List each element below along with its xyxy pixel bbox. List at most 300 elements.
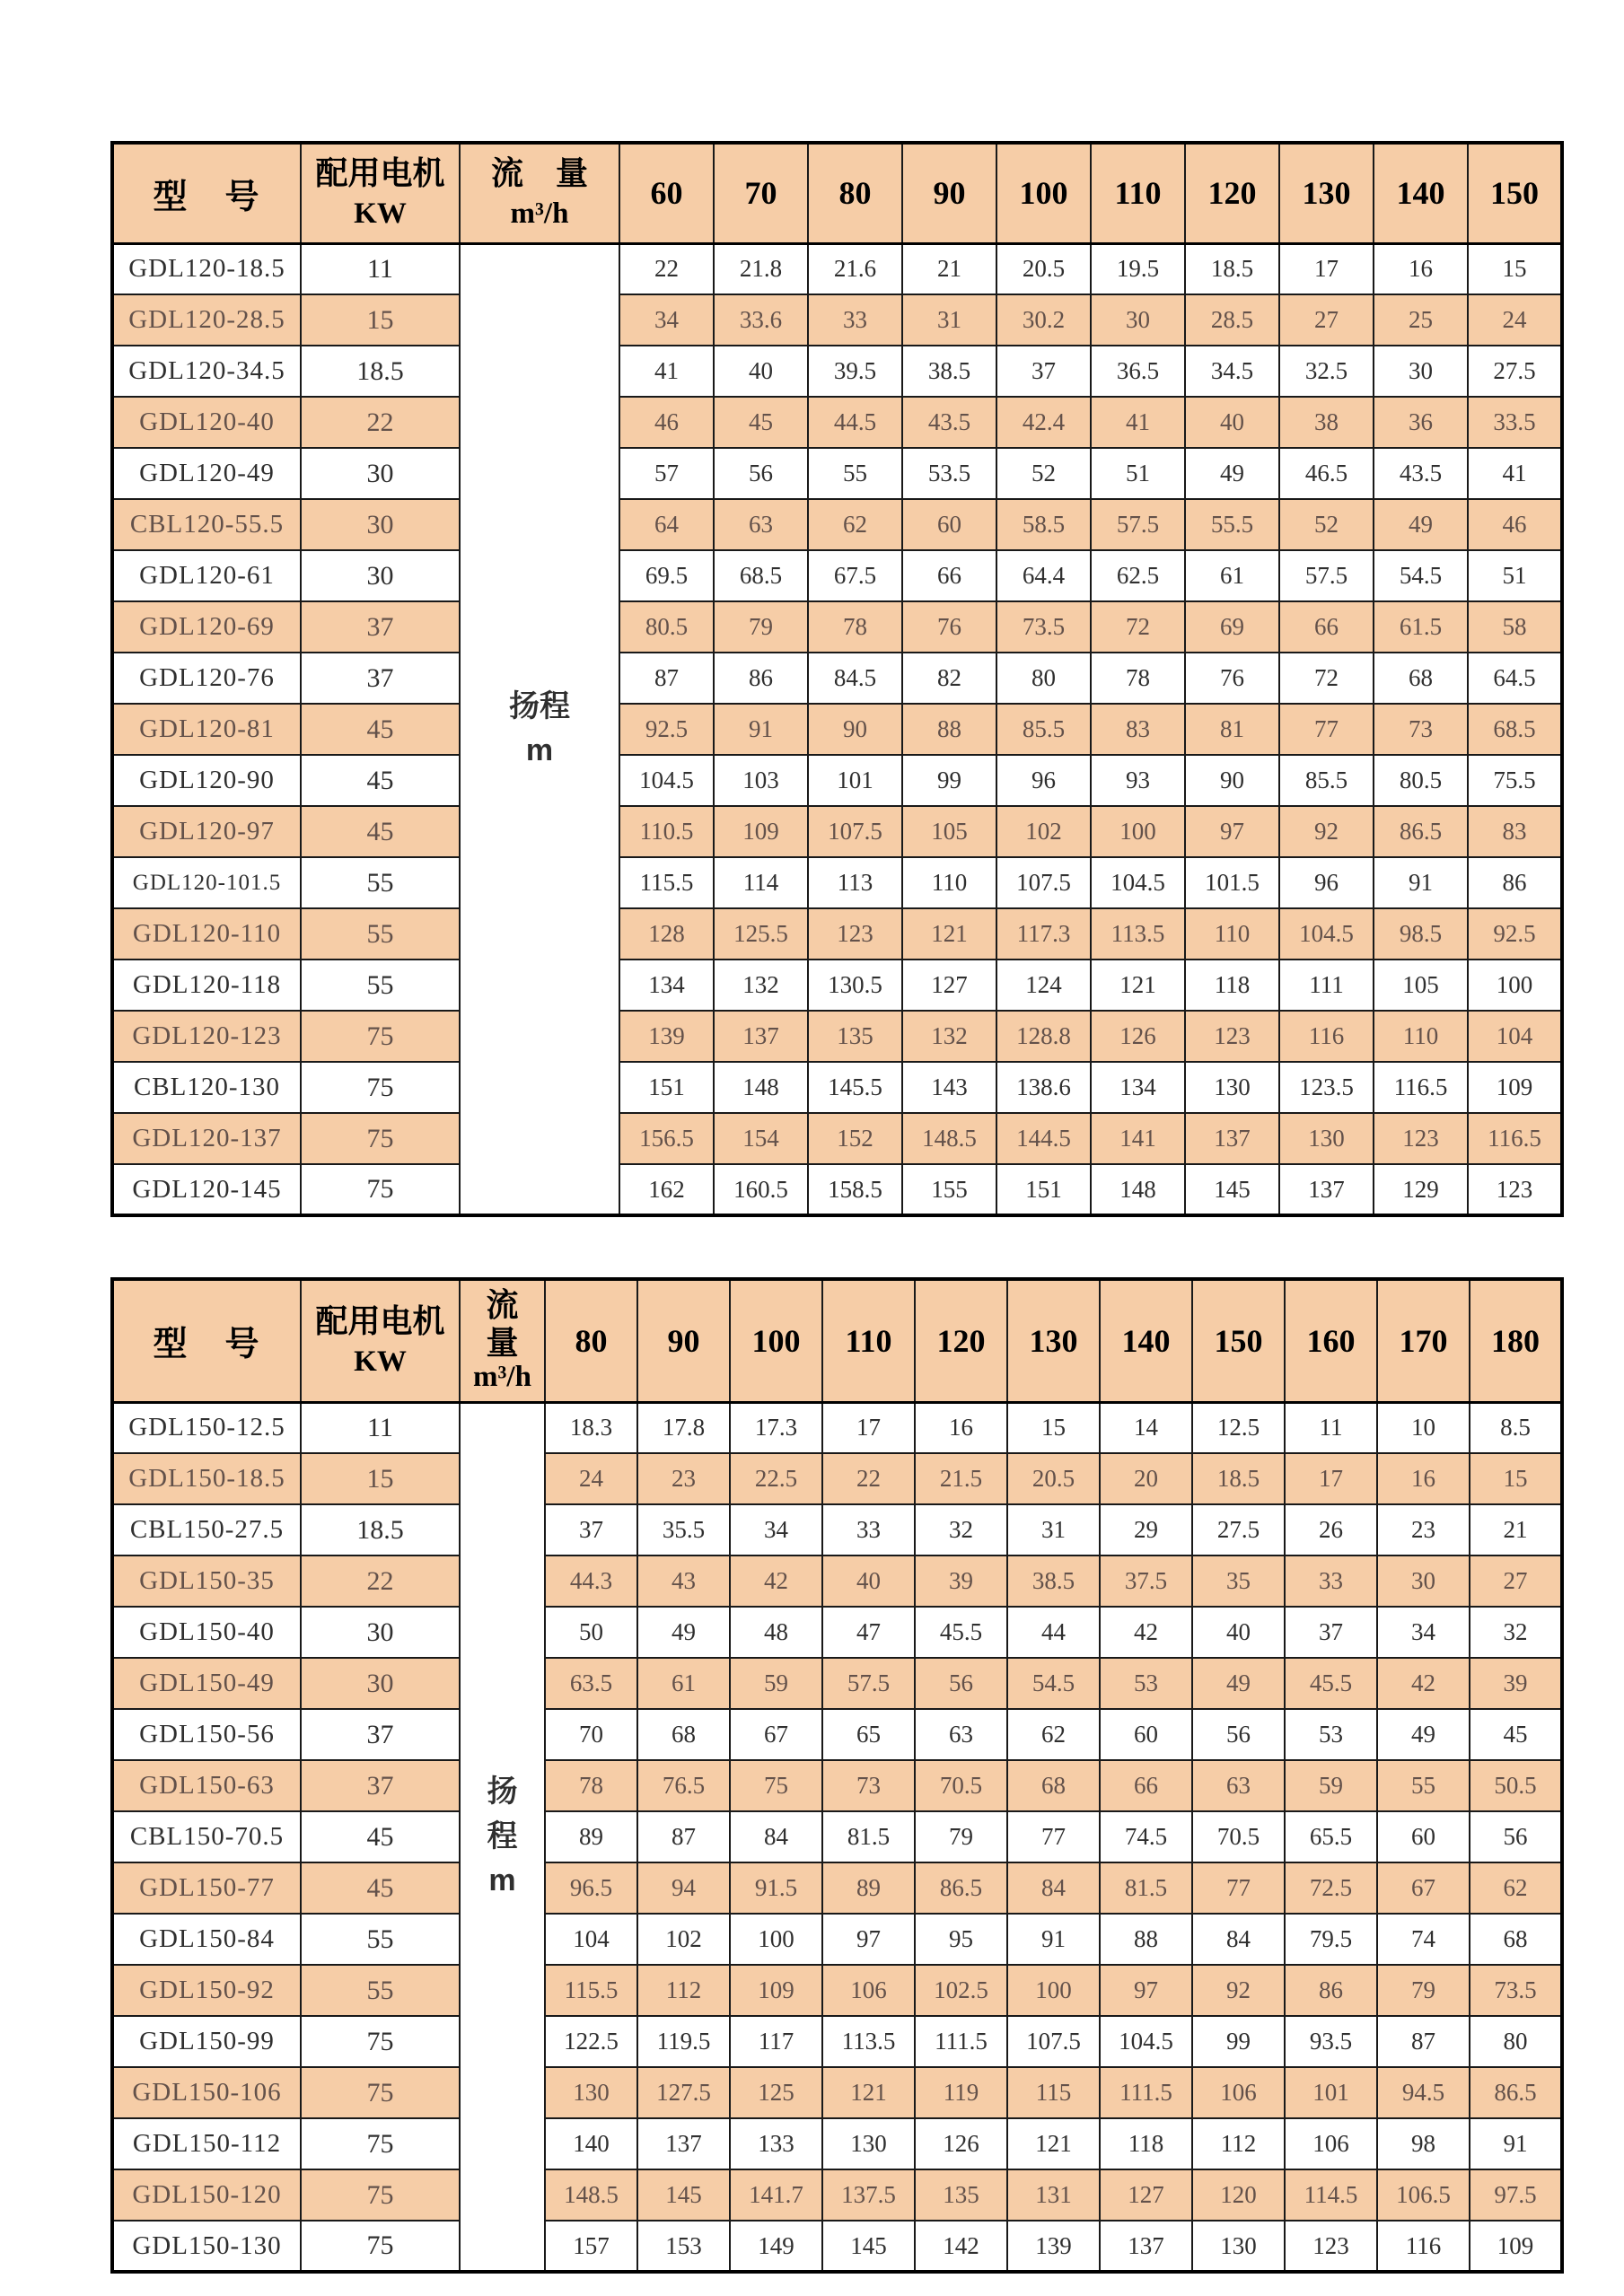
head-value-cell: 57.5 bbox=[1091, 499, 1185, 550]
head-value-cell: 68 bbox=[637, 1709, 730, 1760]
head-value-cell: 27.5 bbox=[1468, 346, 1562, 397]
head-value-cell: 47 bbox=[822, 1607, 915, 1658]
model-cell: GDL150-18.5 bbox=[112, 1453, 301, 1504]
motor-kw-cell: 30 bbox=[301, 550, 460, 601]
model-cell: GDL150-12.5 bbox=[112, 1402, 301, 1453]
table-body bbox=[112, 1402, 1562, 2272]
head-value-cell: 115.5 bbox=[619, 857, 714, 908]
head-value-cell: 93.5 bbox=[1285, 2016, 1377, 2067]
head-value-cell: 68.5 bbox=[714, 550, 808, 601]
flow-rate-tick: 100 bbox=[996, 143, 1091, 243]
flow-rate-tick: 110 bbox=[1091, 143, 1185, 243]
head-value-cell: 97 bbox=[1185, 806, 1279, 857]
head-value-cell: 50 bbox=[545, 1607, 637, 1658]
head-value-cell: 45.5 bbox=[1285, 1658, 1377, 1709]
head-value-cell: 116 bbox=[1377, 2221, 1470, 2272]
model-cell: GDL120-110 bbox=[112, 908, 301, 960]
head-value-cell: 21.5 bbox=[915, 1453, 1007, 1504]
head-value-cell: 128 bbox=[619, 908, 714, 960]
head-value-cell: 79 bbox=[915, 1811, 1007, 1862]
head-value-cell: 126 bbox=[1091, 1011, 1185, 1062]
head-value-cell: 156.5 bbox=[619, 1113, 714, 1164]
head-value-cell: 40 bbox=[1192, 1607, 1285, 1658]
head-value-cell: 37 bbox=[996, 346, 1091, 397]
head-value-cell: 111.5 bbox=[1100, 2067, 1192, 2118]
motor-kw-cell: 30 bbox=[301, 1607, 460, 1658]
head-value-cell: 39.5 bbox=[808, 346, 902, 397]
head-value-cell: 134 bbox=[619, 960, 714, 1011]
motor-kw-cell: 45 bbox=[301, 806, 460, 857]
head-value-cell: 27 bbox=[1279, 294, 1374, 346]
head-value-cell: 83 bbox=[1468, 806, 1562, 857]
head-value-cell: 123 bbox=[1468, 1164, 1562, 1215]
head-value-cell: 32 bbox=[915, 1504, 1007, 1555]
head-value-cell: 50.5 bbox=[1470, 1760, 1562, 1811]
head-value-cell: 21 bbox=[902, 243, 996, 294]
head-value-cell: 88 bbox=[1100, 1914, 1192, 1965]
head-value-cell: 96 bbox=[1279, 857, 1374, 908]
head-value-cell: 152 bbox=[808, 1113, 902, 1164]
head-value-cell: 46 bbox=[1468, 499, 1562, 550]
head-value-cell: 24 bbox=[1468, 294, 1562, 346]
head-value-cell: 86 bbox=[1285, 1965, 1377, 2016]
model-cell: GDL150-56 bbox=[112, 1709, 301, 1760]
model-cell: GDL150-106 bbox=[112, 2067, 301, 2118]
head-value-cell: 34 bbox=[730, 1504, 822, 1555]
head-value-cell: 36 bbox=[1374, 397, 1468, 448]
head-value-cell: 33.5 bbox=[1468, 397, 1562, 448]
model-cell: GDL120-145 bbox=[112, 1164, 301, 1215]
flow-rate-tick: 180 bbox=[1470, 1279, 1562, 1402]
head-value-cell: 137.5 bbox=[822, 2169, 915, 2221]
head-value-cell: 138.6 bbox=[996, 1062, 1091, 1113]
model-cell: GDL150-63 bbox=[112, 1760, 301, 1811]
head-value-cell: 148 bbox=[714, 1062, 808, 1113]
head-value-cell: 16 bbox=[915, 1402, 1007, 1453]
head-value-cell: 137 bbox=[1185, 1113, 1279, 1164]
flow-rate-tick: 160 bbox=[1285, 1279, 1377, 1402]
head-value-cell: 16 bbox=[1374, 243, 1468, 294]
table-header bbox=[112, 1279, 1562, 1402]
head-value-cell: 49 bbox=[1185, 448, 1279, 499]
head-value-cell: 91.5 bbox=[730, 1862, 822, 1914]
head-value-cell: 132 bbox=[714, 960, 808, 1011]
head-value-cell: 24 bbox=[545, 1453, 637, 1504]
model-column-header: 型 号 bbox=[112, 1279, 301, 1402]
head-value-cell: 62 bbox=[808, 499, 902, 550]
head-value-cell: 130 bbox=[1185, 1062, 1279, 1113]
head-value-cell: 30 bbox=[1091, 294, 1185, 346]
head-value-cell: 145.5 bbox=[808, 1062, 902, 1113]
table-row bbox=[112, 1011, 1562, 1062]
head-value-cell: 91 bbox=[1470, 2118, 1562, 2169]
head-value-cell: 92 bbox=[1279, 806, 1374, 857]
head-value-cell: 33 bbox=[1285, 1555, 1377, 1607]
table-row bbox=[112, 2169, 1562, 2221]
head-value-cell: 16 bbox=[1377, 1453, 1470, 1504]
head-value-cell: 69.5 bbox=[619, 550, 714, 601]
model-cell: GDL120-69 bbox=[112, 601, 301, 653]
table-header bbox=[112, 143, 1562, 243]
head-value-cell: 43 bbox=[637, 1555, 730, 1607]
model-cell: GDL120-101.5 bbox=[112, 857, 301, 908]
head-value-cell: 57 bbox=[619, 448, 714, 499]
model-cell: CBL150-70.5 bbox=[112, 1811, 301, 1862]
motor-kw-cell: 30 bbox=[301, 1658, 460, 1709]
head-value-cell: 104 bbox=[545, 1914, 637, 1965]
head-value-cell: 48 bbox=[730, 1607, 822, 1658]
head-value-cell: 148 bbox=[1091, 1164, 1185, 1215]
head-value-cell: 90 bbox=[808, 704, 902, 755]
head-value-cell: 33 bbox=[808, 294, 902, 346]
head-value-cell: 57.5 bbox=[822, 1658, 915, 1709]
head-value-cell: 76.5 bbox=[637, 1760, 730, 1811]
head-value-cell: 36.5 bbox=[1091, 346, 1185, 397]
table-row bbox=[112, 1709, 1562, 1760]
head-value-cell: 121 bbox=[902, 908, 996, 960]
head-value-cell: 38.5 bbox=[902, 346, 996, 397]
motor-kw-cell: 75 bbox=[301, 1164, 460, 1215]
head-value-cell: 90 bbox=[1185, 755, 1279, 806]
head-value-cell: 106 bbox=[1192, 2067, 1285, 2118]
head-value-cell: 56 bbox=[714, 448, 808, 499]
head-value-cell: 49 bbox=[1374, 499, 1468, 550]
head-value-cell: 64.5 bbox=[1468, 653, 1562, 704]
table-row bbox=[112, 806, 1562, 857]
model-cell: GDL120-28.5 bbox=[112, 294, 301, 346]
flow-rate-tick: 170 bbox=[1377, 1279, 1470, 1402]
head-value-cell: 134 bbox=[1091, 1062, 1185, 1113]
head-value-cell: 109 bbox=[1468, 1062, 1562, 1113]
flow-rate-tick: 120 bbox=[915, 1279, 1007, 1402]
head-value-cell: 102.5 bbox=[915, 1965, 1007, 2016]
head-value-cell: 17.8 bbox=[637, 1402, 730, 1453]
head-value-cell: 37 bbox=[1285, 1607, 1377, 1658]
head-value-cell: 116.5 bbox=[1374, 1062, 1468, 1113]
head-value-cell: 107.5 bbox=[1007, 2016, 1100, 2067]
head-value-cell: 72 bbox=[1279, 653, 1374, 704]
head-value-cell: 141.7 bbox=[730, 2169, 822, 2221]
head-value-cell: 144.5 bbox=[996, 1113, 1091, 1164]
head-value-cell: 23 bbox=[1377, 1504, 1470, 1555]
head-value-cell: 130 bbox=[545, 2067, 637, 2118]
head-value-cell: 100 bbox=[1468, 960, 1562, 1011]
table-row bbox=[112, 755, 1562, 806]
model-cell: GDL150-99 bbox=[112, 2016, 301, 2067]
table-row bbox=[112, 653, 1562, 704]
head-value-cell: 31 bbox=[902, 294, 996, 346]
header-line: m³/h bbox=[473, 1361, 531, 1394]
head-value-cell: 103 bbox=[714, 755, 808, 806]
head-value-cell: 123 bbox=[1185, 1011, 1279, 1062]
table-row bbox=[112, 499, 1562, 550]
head-value-cell: 45 bbox=[714, 397, 808, 448]
head-unit-line: 程 bbox=[487, 1818, 518, 1853]
head-value-cell: 35 bbox=[1192, 1555, 1285, 1607]
head-value-cell: 20.5 bbox=[996, 243, 1091, 294]
head-value-cell: 137 bbox=[714, 1011, 808, 1062]
head-value-cell: 10 bbox=[1377, 1402, 1470, 1453]
head-value-cell: 52 bbox=[996, 448, 1091, 499]
head-value-cell: 63 bbox=[714, 499, 808, 550]
head-value-cell: 42 bbox=[730, 1555, 822, 1607]
head-value-cell: 100 bbox=[1007, 1965, 1100, 2016]
head-value-cell: 98.5 bbox=[1374, 908, 1468, 960]
head-value-cell: 22 bbox=[619, 243, 714, 294]
model-cell: GDL150-130 bbox=[112, 2221, 301, 2272]
motor-kw-cell: 75 bbox=[301, 1011, 460, 1062]
table-row bbox=[112, 1760, 1562, 1811]
table-row bbox=[112, 1607, 1562, 1658]
head-value-cell: 79 bbox=[1377, 1965, 1470, 2016]
table-row bbox=[112, 960, 1562, 1011]
head-value-cell: 77 bbox=[1192, 1862, 1285, 1914]
head-value-cell: 57.5 bbox=[1279, 550, 1374, 601]
head-value-cell: 44 bbox=[1007, 1607, 1100, 1658]
head-value-cell: 127.5 bbox=[637, 2067, 730, 2118]
head-value-cell: 49 bbox=[1377, 1709, 1470, 1760]
head-value-cell: 93 bbox=[1091, 755, 1185, 806]
head-value-cell: 58.5 bbox=[996, 499, 1091, 550]
head-value-cell: 87 bbox=[637, 1811, 730, 1862]
table-row bbox=[112, 2118, 1562, 2169]
header-line: 流 量 bbox=[490, 154, 588, 192]
head-value-cell: 59 bbox=[1285, 1760, 1377, 1811]
motor-kw-column-header bbox=[301, 1279, 460, 1402]
head-value-cell: 59 bbox=[730, 1658, 822, 1709]
head-value-cell: 76 bbox=[902, 601, 996, 653]
head-value-cell: 123 bbox=[1374, 1113, 1468, 1164]
head-value-cell: 85.5 bbox=[996, 704, 1091, 755]
head-value-cell: 56 bbox=[1192, 1709, 1285, 1760]
head-value-cell: 104.5 bbox=[1100, 2016, 1192, 2067]
motor-kw-cell: 37 bbox=[301, 653, 460, 704]
head-value-cell: 84 bbox=[1192, 1914, 1285, 1965]
head-value-cell: 12.5 bbox=[1192, 1402, 1285, 1453]
head-value-cell: 110 bbox=[902, 857, 996, 908]
head-value-cell: 31 bbox=[1007, 1504, 1100, 1555]
head-value-cell: 137 bbox=[1100, 2221, 1192, 2272]
head-value-cell: 91 bbox=[1374, 857, 1468, 908]
model-cell: GDL150-92 bbox=[112, 1965, 301, 2016]
head-value-cell: 78 bbox=[808, 601, 902, 653]
head-value-cell: 15 bbox=[1470, 1453, 1562, 1504]
head-value-cell: 27.5 bbox=[1192, 1504, 1285, 1555]
flow-rate-tick: 150 bbox=[1468, 143, 1562, 243]
head-value-cell: 66 bbox=[1279, 601, 1374, 653]
model-cell: CBL120-55.5 bbox=[112, 499, 301, 550]
head-value-cell: 49 bbox=[1192, 1658, 1285, 1709]
motor-kw-cell: 75 bbox=[301, 2221, 460, 2272]
head-value-cell: 153 bbox=[637, 2221, 730, 2272]
head-value-cell: 46.5 bbox=[1279, 448, 1374, 499]
head-value-cell: 63.5 bbox=[545, 1658, 637, 1709]
head-value-cell: 99 bbox=[902, 755, 996, 806]
head-value-cell: 121 bbox=[1091, 960, 1185, 1011]
motor-kw-cell: 55 bbox=[301, 960, 460, 1011]
table-row bbox=[112, 1453, 1562, 1504]
head-value-cell: 53.5 bbox=[902, 448, 996, 499]
head-value-cell: 80.5 bbox=[1374, 755, 1468, 806]
head-value-cell: 99 bbox=[1192, 2016, 1285, 2067]
head-unit-label bbox=[460, 1402, 545, 2272]
head-value-cell: 26 bbox=[1285, 1504, 1377, 1555]
head-value-cell: 84 bbox=[1007, 1862, 1100, 1914]
head-value-cell: 33.6 bbox=[714, 294, 808, 346]
head-value-cell: 33 bbox=[822, 1504, 915, 1555]
head-value-cell: 29 bbox=[1100, 1504, 1192, 1555]
head-value-cell: 64 bbox=[619, 499, 714, 550]
head-value-cell: 54.5 bbox=[1007, 1658, 1100, 1709]
head-value-cell: 38 bbox=[1279, 397, 1374, 448]
head-value-cell: 113.5 bbox=[1091, 908, 1185, 960]
head-value-cell: 79 bbox=[714, 601, 808, 653]
head-value-cell: 78 bbox=[545, 1760, 637, 1811]
header-line: 配用电机 bbox=[315, 1301, 445, 1339]
head-value-cell: 112 bbox=[637, 1965, 730, 2016]
head-value-cell: 41 bbox=[1091, 397, 1185, 448]
head-value-cell: 127 bbox=[902, 960, 996, 1011]
table-body bbox=[112, 243, 1562, 1215]
motor-kw-cell: 55 bbox=[301, 857, 460, 908]
head-value-cell: 22.5 bbox=[730, 1453, 822, 1504]
head-value-cell: 120 bbox=[1192, 2169, 1285, 2221]
head-value-cell: 155 bbox=[902, 1164, 996, 1215]
head-value-cell: 97 bbox=[822, 1914, 915, 1965]
head-value-cell: 160.5 bbox=[714, 1164, 808, 1215]
flow-rate-tick: 150 bbox=[1192, 1279, 1285, 1402]
head-value-cell: 116 bbox=[1279, 1011, 1374, 1062]
head-value-cell: 117.3 bbox=[996, 908, 1091, 960]
flow-column-header bbox=[460, 1279, 545, 1402]
head-value-cell: 37.5 bbox=[1100, 1555, 1192, 1607]
head-value-cell: 143 bbox=[902, 1062, 996, 1113]
head-value-cell: 80 bbox=[996, 653, 1091, 704]
head-value-cell: 73 bbox=[1374, 704, 1468, 755]
head-value-cell: 62 bbox=[1007, 1709, 1100, 1760]
head-value-cell: 34 bbox=[619, 294, 714, 346]
head-value-cell: 15 bbox=[1468, 243, 1562, 294]
flow-rate-tick: 60 bbox=[619, 143, 714, 243]
head-value-cell: 130.5 bbox=[808, 960, 902, 1011]
head-value-cell: 118 bbox=[1100, 2118, 1192, 2169]
table-row bbox=[112, 448, 1562, 499]
head-value-cell: 87 bbox=[1377, 2016, 1470, 2067]
head-value-cell: 30 bbox=[1377, 1555, 1470, 1607]
head-value-cell: 88 bbox=[902, 704, 996, 755]
head-value-cell: 109 bbox=[714, 806, 808, 857]
head-value-cell: 75 bbox=[730, 1760, 822, 1811]
head-value-cell: 34.5 bbox=[1185, 346, 1279, 397]
model-cell: GDL150-49 bbox=[112, 1658, 301, 1709]
head-value-cell: 137 bbox=[1279, 1164, 1374, 1215]
table-row bbox=[112, 1862, 1562, 1914]
header-line: 流 bbox=[486, 1286, 519, 1324]
head-value-cell: 45 bbox=[1470, 1709, 1562, 1760]
head-value-cell: 55 bbox=[808, 448, 902, 499]
head-value-cell: 67 bbox=[730, 1709, 822, 1760]
table-row bbox=[112, 704, 1562, 755]
head-value-cell: 81.5 bbox=[822, 1811, 915, 1862]
table-row bbox=[112, 1113, 1562, 1164]
head-value-cell: 105 bbox=[902, 806, 996, 857]
head-value-cell: 125 bbox=[730, 2067, 822, 2118]
head-value-cell: 61 bbox=[637, 1658, 730, 1709]
motor-kw-cell: 30 bbox=[301, 499, 460, 550]
head-value-cell: 42.4 bbox=[996, 397, 1091, 448]
head-value-cell: 73 bbox=[822, 1760, 915, 1811]
head-value-cell: 86 bbox=[1468, 857, 1562, 908]
head-value-cell: 123.5 bbox=[1279, 1062, 1374, 1113]
motor-kw-cell: 45 bbox=[301, 704, 460, 755]
motor-kw-cell: 55 bbox=[301, 1965, 460, 2016]
flow-rate-tick: 100 bbox=[730, 1279, 822, 1402]
head-value-cell: 63 bbox=[1192, 1760, 1285, 1811]
head-value-cell: 56 bbox=[1470, 1811, 1562, 1862]
motor-kw-column-header bbox=[301, 143, 460, 243]
head-value-cell: 111.5 bbox=[915, 2016, 1007, 2067]
head-unit-line: 扬程 bbox=[509, 688, 570, 723]
head-value-cell: 55.5 bbox=[1185, 499, 1279, 550]
head-value-cell: 100 bbox=[1091, 806, 1185, 857]
head-value-cell: 51 bbox=[1091, 448, 1185, 499]
head-value-cell: 72.5 bbox=[1285, 1862, 1377, 1914]
pump-table-gdl150 bbox=[110, 1277, 1564, 2274]
head-value-cell: 68 bbox=[1374, 653, 1468, 704]
head-value-cell: 116.5 bbox=[1468, 1113, 1562, 1164]
table-row bbox=[112, 1504, 1562, 1555]
model-cell: GDL150-112 bbox=[112, 2118, 301, 2169]
head-value-cell: 14 bbox=[1100, 1402, 1192, 1453]
head-value-cell: 39 bbox=[1470, 1658, 1562, 1709]
head-value-cell: 85.5 bbox=[1279, 755, 1374, 806]
head-value-cell: 60 bbox=[902, 499, 996, 550]
head-value-cell: 40 bbox=[822, 1555, 915, 1607]
motor-kw-cell: 15 bbox=[301, 294, 460, 346]
head-unit-line: m bbox=[488, 1862, 516, 1897]
head-value-cell: 158.5 bbox=[808, 1164, 902, 1215]
head-value-cell: 122.5 bbox=[545, 2016, 637, 2067]
head-value-cell: 113 bbox=[808, 857, 902, 908]
head-value-cell: 17 bbox=[1279, 243, 1374, 294]
head-value-cell: 11 bbox=[1285, 1402, 1377, 1453]
head-value-cell: 32.5 bbox=[1279, 346, 1374, 397]
head-value-cell: 73.5 bbox=[996, 601, 1091, 653]
head-value-cell: 68 bbox=[1470, 1914, 1562, 1965]
flow-column-header bbox=[460, 143, 619, 243]
head-value-cell: 86 bbox=[714, 653, 808, 704]
head-value-cell: 91 bbox=[714, 704, 808, 755]
table-row bbox=[112, 1811, 1562, 1862]
motor-kw-cell: 22 bbox=[301, 397, 460, 448]
head-value-cell: 49 bbox=[637, 1607, 730, 1658]
head-value-cell: 94.5 bbox=[1377, 2067, 1470, 2118]
head-value-cell: 119.5 bbox=[637, 2016, 730, 2067]
head-value-cell: 127 bbox=[1100, 2169, 1192, 2221]
table-row bbox=[112, 1965, 1562, 2016]
head-value-cell: 76 bbox=[1185, 653, 1279, 704]
head-value-cell: 105 bbox=[1374, 960, 1468, 1011]
head-value-cell: 43.5 bbox=[1374, 448, 1468, 499]
model-cell: GDL120-97 bbox=[112, 806, 301, 857]
table-row bbox=[112, 550, 1562, 601]
head-value-cell: 124 bbox=[996, 960, 1091, 1011]
model-cell: GDL120-90 bbox=[112, 755, 301, 806]
head-value-cell: 89 bbox=[822, 1862, 915, 1914]
head-value-cell: 112 bbox=[1192, 2118, 1285, 2169]
flow-rate-tick: 130 bbox=[1279, 143, 1374, 243]
head-value-cell: 19.5 bbox=[1091, 243, 1185, 294]
